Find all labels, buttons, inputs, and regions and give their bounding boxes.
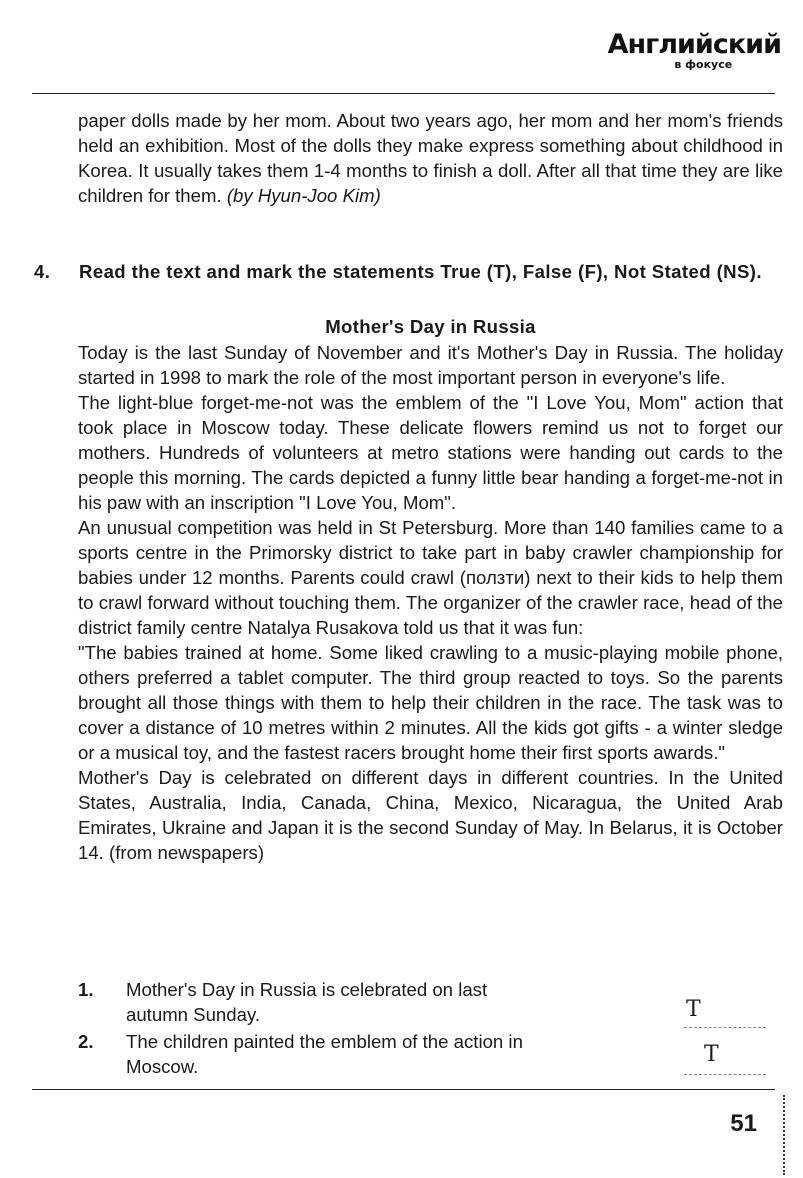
statement-number: 2. bbox=[78, 1031, 94, 1052]
textbook-logo bbox=[608, 30, 781, 71]
logo-title: Английский bbox=[607, 29, 781, 60]
task-instruction: Read the text and mark the statements True (T), False (F), Not Stated (NS). bbox=[79, 261, 762, 282]
statement-text: The children painted the emblem of the action in Moscow. bbox=[126, 1031, 523, 1077]
article-paragraph: The light-blue forget-me-not was the emblem of the "I Love You, Mom" action that took place in Moscow today. These delicate flowers remind us not to forget our mothers. Hundreds of volunteers at metro stations were handing out cards to the people this morning. The cards depicted a funny little bear handing a forget-me-not in his paw with an inscription "I Love You, Mom". bbox=[78, 392, 783, 513]
statement-text: Mother's Day in Russia is celebrated on last autumn Sunday. bbox=[126, 979, 488, 1025]
intro-attribution: (by Hyun-Joo Kim) bbox=[226, 185, 381, 206]
article-paragraph: An unusual competition was held in St Petersburg. More than 140 families came to a sports centre in the Primorsky district to take part in baby crawler championship for babies under 12 months. Parents could crawl (ползти) next to their kids to help them to crawl forward without touching them. The organizer of the crawler race, head of the district family centre Natalya Rusakova told us that it was fun: bbox=[78, 517, 783, 638]
answer-blank bbox=[684, 1027, 766, 1028]
bottom-divider bbox=[32, 1089, 775, 1090]
answer-mark[interactable]: T bbox=[686, 997, 701, 1022]
top-divider bbox=[32, 93, 775, 94]
logo-subtitle: в фокусе bbox=[674, 58, 733, 71]
dotted-edge bbox=[783, 1095, 785, 1175]
intro-paragraph bbox=[78, 108, 783, 208]
article-paragraph: Mother's Day is celebrated on different days in different countries. In the United States, Australia, India, Canada, China, Mexico, Nicaragua, the United Arab Emirates, Ukraine and Japan it is the second Sunday of May. In Belarus, it is October 14. (from newspapers) bbox=[78, 767, 783, 863]
answer-mark[interactable]: T bbox=[704, 1042, 719, 1067]
statements-list bbox=[78, 977, 783, 1081]
article-title: Mother's Day in Russia bbox=[325, 316, 536, 337]
page-number: 51 bbox=[730, 1110, 757, 1137]
article-paragraph: "The babies trained at home. Some liked crawling to a music-playing mobile phone, others preferred a tablet computer. The third group reacted to toys. So the parents brought all those things with them to help their children in the race. The task was to cover a distance of 10 metres within 2 minutes. All the kids got gifts - a winter sledge or a musical toy, and the fastest racers brought home their first sports awards." bbox=[78, 642, 783, 763]
statement-item bbox=[78, 1029, 783, 1081]
article-paragraph: Today is the last Sunday of November and it's Mother's Day in Russia. The holiday started in 1998 to mark the role of the most important person in everyone's life. bbox=[78, 342, 783, 388]
answer-blank bbox=[684, 1074, 766, 1075]
intro-text: paper dolls made by her mom. About two years ago, her mom and her mom's friends held an exhibition. Most of the dolls they make express something about childhood in Korea. It usually takes them 1-4 months to finish a doll. After all that time they are like children for them. bbox=[78, 110, 783, 206]
article bbox=[78, 314, 783, 865]
task-number: 4. bbox=[34, 261, 51, 282]
statement-item bbox=[78, 977, 783, 1029]
statement-number: 1. bbox=[78, 979, 94, 1000]
